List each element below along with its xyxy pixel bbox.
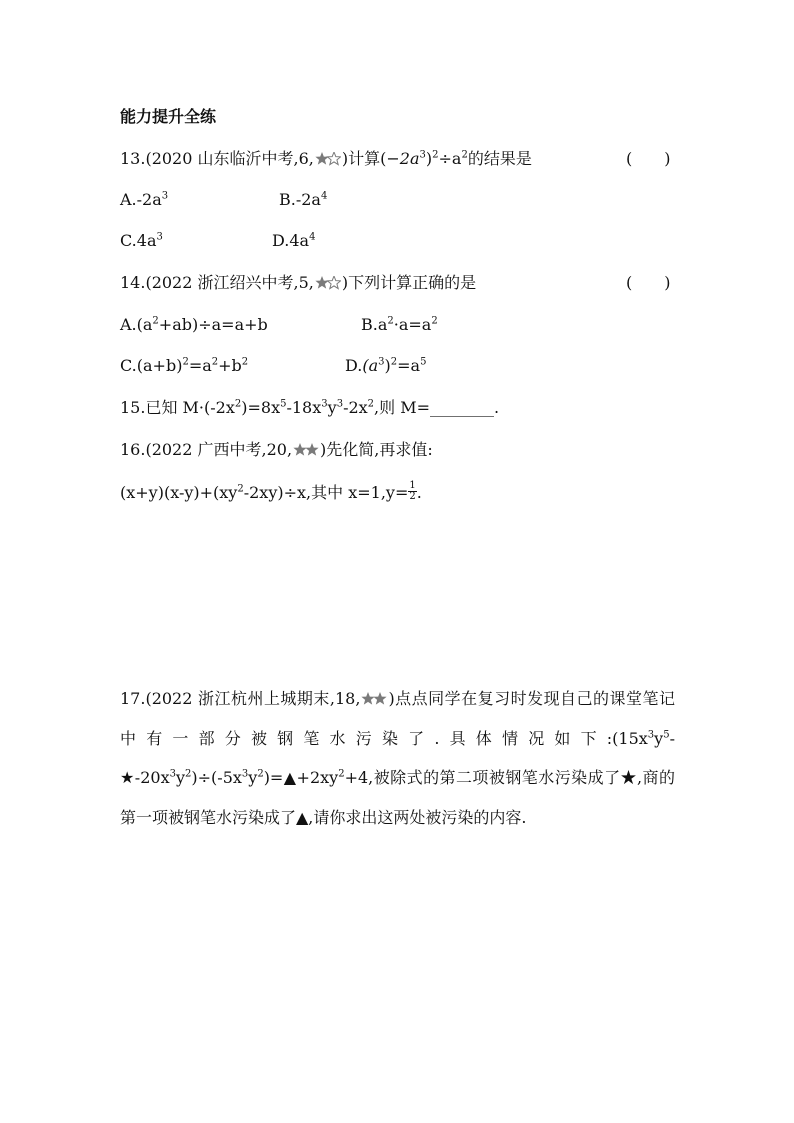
q13-option-c: $C.4a^3$ [120,231,163,250]
q14-option-d: $D.(a^3)^2=a^5$ [345,356,427,375]
q13-stem: 13.(2020 山东临沂中考,6, )计算$(-2a^3)^2\div a^2$的结果是 [120,148,532,170]
q13-text-a: )计算( [341,149,387,168]
difficulty-stars-icon [315,150,341,172]
q16-stem [120,439,433,461]
q14-stem [120,272,476,294]
q13-base: −2a [386,149,420,168]
q13-option-a: $A.-2a^3$ [120,190,169,209]
q16-source: 16.(2022 广西中考,20, [120,440,293,459]
q13-exp-in: 3 [419,149,426,161]
q14-text: )下列计算正确的是 [341,273,477,292]
q14-source: 14.(2022 浙江绍兴中考,5, [120,273,314,292]
q13-source: 13.(2020 山东临沂中考,6, [120,149,314,168]
q13-option-d: $D.4a^4$ [272,231,316,250]
q13-answer-blank: ( ) [626,149,671,168]
q14-option-b: $B.a^2\cdot a=a^2$ [361,315,438,334]
difficulty-stars-icon [293,441,319,463]
q13-text-b: ÷a [438,149,462,168]
q15-stem: 15.已知 $M\cdot(-2x^2)=8x^5-18x^3y^3-2x^2$,则 M=________. [120,398,500,417]
difficulty-stars-icon [361,681,387,721]
q16-fraction: $\frac{1}{2}$ [409,480,416,502]
q13-exp-out: 2 [432,149,439,161]
q14-answer-blank: ( ) [626,273,671,292]
difficulty-stars-icon [315,274,341,296]
q16-text: )先化简,再求值: [320,440,433,459]
q13-exp-b: 2 [461,149,468,161]
q13-text-c: 的结果是 [467,149,532,168]
q17-paragraph: 17.(2022 浙江杭州上城期末,18, )点点同学在复习时发现自己的课堂笔记中有一部分被钢笔水污染了.具体情况如下$:(15x^3y^5-★-20x^3y^2)\div(-5x^3y^2)=▲+2xy^2+4$,被除式的第二项被钢笔水污染成了★,商的第一项被钢笔水污染成了▲,请你求出这两处被污染的内容. [120,679,675,837]
q16-expression: $(x+y)(x-y)+(xy^2-2xy)\div x$,其中 x=1,y= $\frac{1}{2}$ . [120,480,422,502]
q13-option-b: $B.-2a^4$ [279,190,328,209]
section-title: 能力提升全练 [120,107,217,126]
q17-source: 17.(2022 浙江杭州上城期末,18, [120,689,361,708]
q14-option-a: $A.(a^2+ab)\div a=a+b$ [120,315,268,334]
q14-option-c: $C.(a+b)^2=a^2+b^2$ [120,356,249,375]
